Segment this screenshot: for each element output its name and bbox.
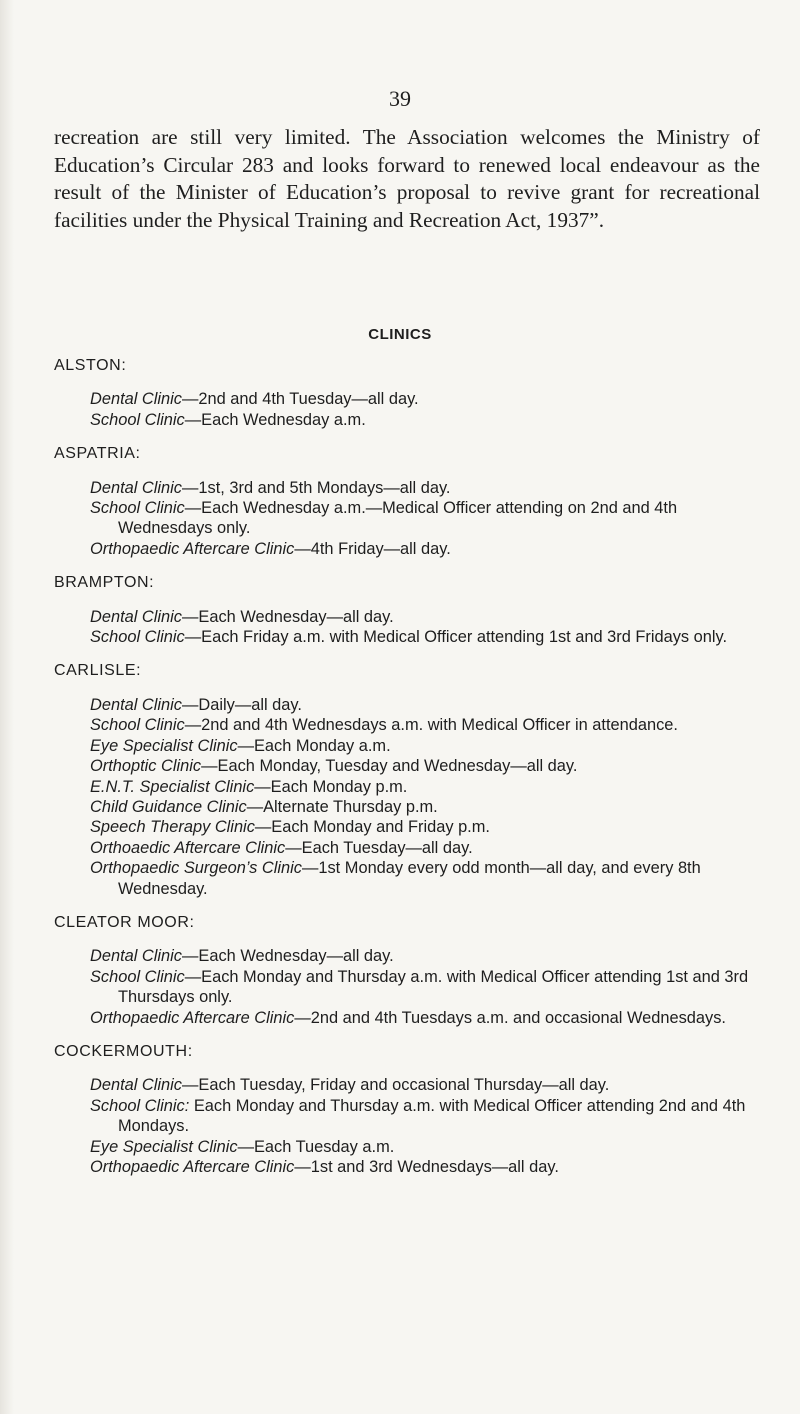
clinic-entry: [90, 967, 766, 1008]
clinic-schedule: —1st Monday every odd month—all day, and every 8th Wednesday.: [118, 859, 701, 898]
clinic-schedule: —Each Wednesday—all day.: [182, 947, 394, 966]
clinic-name: Dental Clinic: [90, 1076, 183, 1095]
clinic-name: Dental Clinic: [90, 607, 183, 626]
clinic-region: [54, 573, 766, 647]
clinic-schedule: —4th Friday—all day.: [294, 539, 451, 558]
clinic-entry: [90, 817, 766, 837]
region-name: COCKERMOUTH:: [54, 1042, 193, 1060]
clinic-region: [54, 913, 766, 1028]
clinic-name: Orthopaedic Surgeon’s Clinic: [90, 859, 302, 878]
clinic-name: Dental Clinic: [90, 478, 183, 497]
clinic-schedule: —2nd and 4th Wednesdays a.m. with Medical Officer in attendance.: [184, 716, 678, 735]
clinics-list: [54, 356, 766, 1177]
clinic-name: Orthoptic Clinic: [90, 757, 202, 776]
clinic-name: Orthoaedic Aftercare Clinic: [90, 838, 286, 857]
region-name: ALSTON:: [54, 357, 127, 374]
clinic-entry: [90, 736, 766, 756]
clinic-name: School Clinic: [90, 499, 185, 518]
clinic-name: Eye Specialist Clinic: [90, 1137, 238, 1156]
clinic-entry: [90, 389, 766, 409]
clinic-schedule: —Alternate Thursday p.m.: [246, 797, 438, 816]
clinic-schedule: —Each Tuesday—all day.: [285, 838, 473, 857]
page-edge-shadow: [0, 0, 14, 1414]
clinic-entry: [90, 498, 766, 539]
page-number: 39: [389, 86, 411, 111]
clinic-entry: [90, 1075, 766, 1095]
section-title: CLINICS: [368, 326, 432, 343]
clinic-entry: [90, 1157, 766, 1177]
clinic-name: E.N.T. Specialist Clinic: [90, 777, 255, 796]
clinic-entry: [90, 478, 766, 498]
clinic-name: Child Guidance Clinic: [90, 797, 247, 816]
clinic-name: Speech Therapy Clinic: [90, 818, 255, 837]
clinic-entry: [90, 777, 766, 797]
clinic-name: Orthopaedic Aftercare Clinic: [90, 1158, 295, 1176]
clinic-entry: [90, 410, 766, 430]
clinic-schedule: —Each Tuesday, Friday and occasional Thursday—all day.: [182, 1076, 610, 1095]
clinic-name: School Clinic: [90, 628, 185, 647]
clinic-name: School Clinic:: [90, 1096, 190, 1115]
clinic-region: [54, 1042, 766, 1177]
clinic-region: [54, 356, 766, 430]
clinic-entry: [90, 1096, 766, 1137]
clinic-region: [54, 661, 766, 898]
clinic-entry: [90, 695, 766, 715]
clinic-name: Dental Clinic: [90, 947, 183, 966]
clinic-name: School Clinic: [90, 410, 185, 429]
clinic-entry: [90, 627, 766, 647]
clinic-name: School Clinic: [90, 967, 185, 986]
clinic-schedule: —1st and 3rd Wednesdays—all day.: [294, 1158, 559, 1176]
region-name: BRAMPTON:: [54, 574, 155, 592]
clinic-name: Dental Clinic: [90, 390, 183, 409]
clinic-schedule: —1st, 3rd and 5th Mondays—all day.: [182, 478, 451, 497]
clinic-schedule: —Each Wednesday a.m.: [184, 410, 366, 429]
clinic-name: Orthopaedic Aftercare Clinic: [90, 539, 295, 558]
clinic-entry: [90, 715, 766, 735]
clinic-name: Dental Clinic: [90, 695, 183, 714]
clinic-entry: [90, 838, 766, 858]
clinic-entry: [90, 797, 766, 817]
clinic-entry: [90, 1008, 766, 1028]
clinic-schedule: —Each Monday p.m.: [254, 777, 408, 796]
clinic-schedule: —Each Tuesday a.m.: [237, 1137, 395, 1156]
clinic-schedule: —2nd and 4th Tuesday—all day.: [182, 390, 419, 409]
clinic-schedule: —Each Wednesday a.m.—Medical Officer attending on 2nd and 4th Wednesdays only.: [118, 499, 678, 538]
clinic-entry: [90, 946, 766, 966]
clinic-entry: [90, 756, 766, 776]
clinic-entry: [90, 607, 766, 627]
clinic-schedule: —Each Monday and Thursday a.m. with Medical Officer attending 1st and 3rd Thursdays only.: [118, 967, 749, 1007]
clinic-schedule: —Each Monday and Friday p.m.: [254, 818, 490, 837]
clinic-entry: [90, 858, 766, 899]
clinic-name: Orthopaedic Aftercare Clinic: [90, 1008, 295, 1027]
clinic-schedule: —Daily—all day.: [182, 695, 302, 714]
clinic-entry: [90, 1137, 766, 1157]
clinic-name: School Clinic: [90, 716, 185, 735]
intro-paragraph: recreation are still very limited. The Association welcomes the Ministry of Education’s Circular 283 and looks forward to renewed local endeavour as the result of the Minister of Education’s proposal to revive grant for recreational facilities under the Physical Training and Recreation Act, 1937”.: [54, 125, 760, 232]
clinic-schedule: —Each Friday a.m. with Medical Officer attending 1st and 3rd Fridays only.: [184, 628, 728, 647]
region-name: CLEATOR MOOR:: [54, 913, 195, 931]
clinic-name: Eye Specialist Clinic: [90, 736, 238, 755]
region-name: ASPATRIA:: [54, 445, 141, 463]
clinic-schedule: Each Monday and Thursday a.m. with Medical Officer attending 2nd and 4th Mondays.: [118, 1096, 746, 1136]
clinic-schedule: —Each Monday, Tuesday and Wednesday—all day.: [201, 757, 578, 776]
clinic-schedule: —Each Wednesday—all day.: [182, 607, 394, 626]
clinic-region: [54, 444, 766, 559]
clinic-schedule: —2nd and 4th Tuesdays a.m. and occasional Wednesdays.: [294, 1008, 726, 1027]
region-name: CARLISLE:: [54, 662, 142, 680]
clinic-entry: [90, 539, 766, 559]
clinic-schedule: —Each Monday a.m.: [237, 736, 391, 755]
